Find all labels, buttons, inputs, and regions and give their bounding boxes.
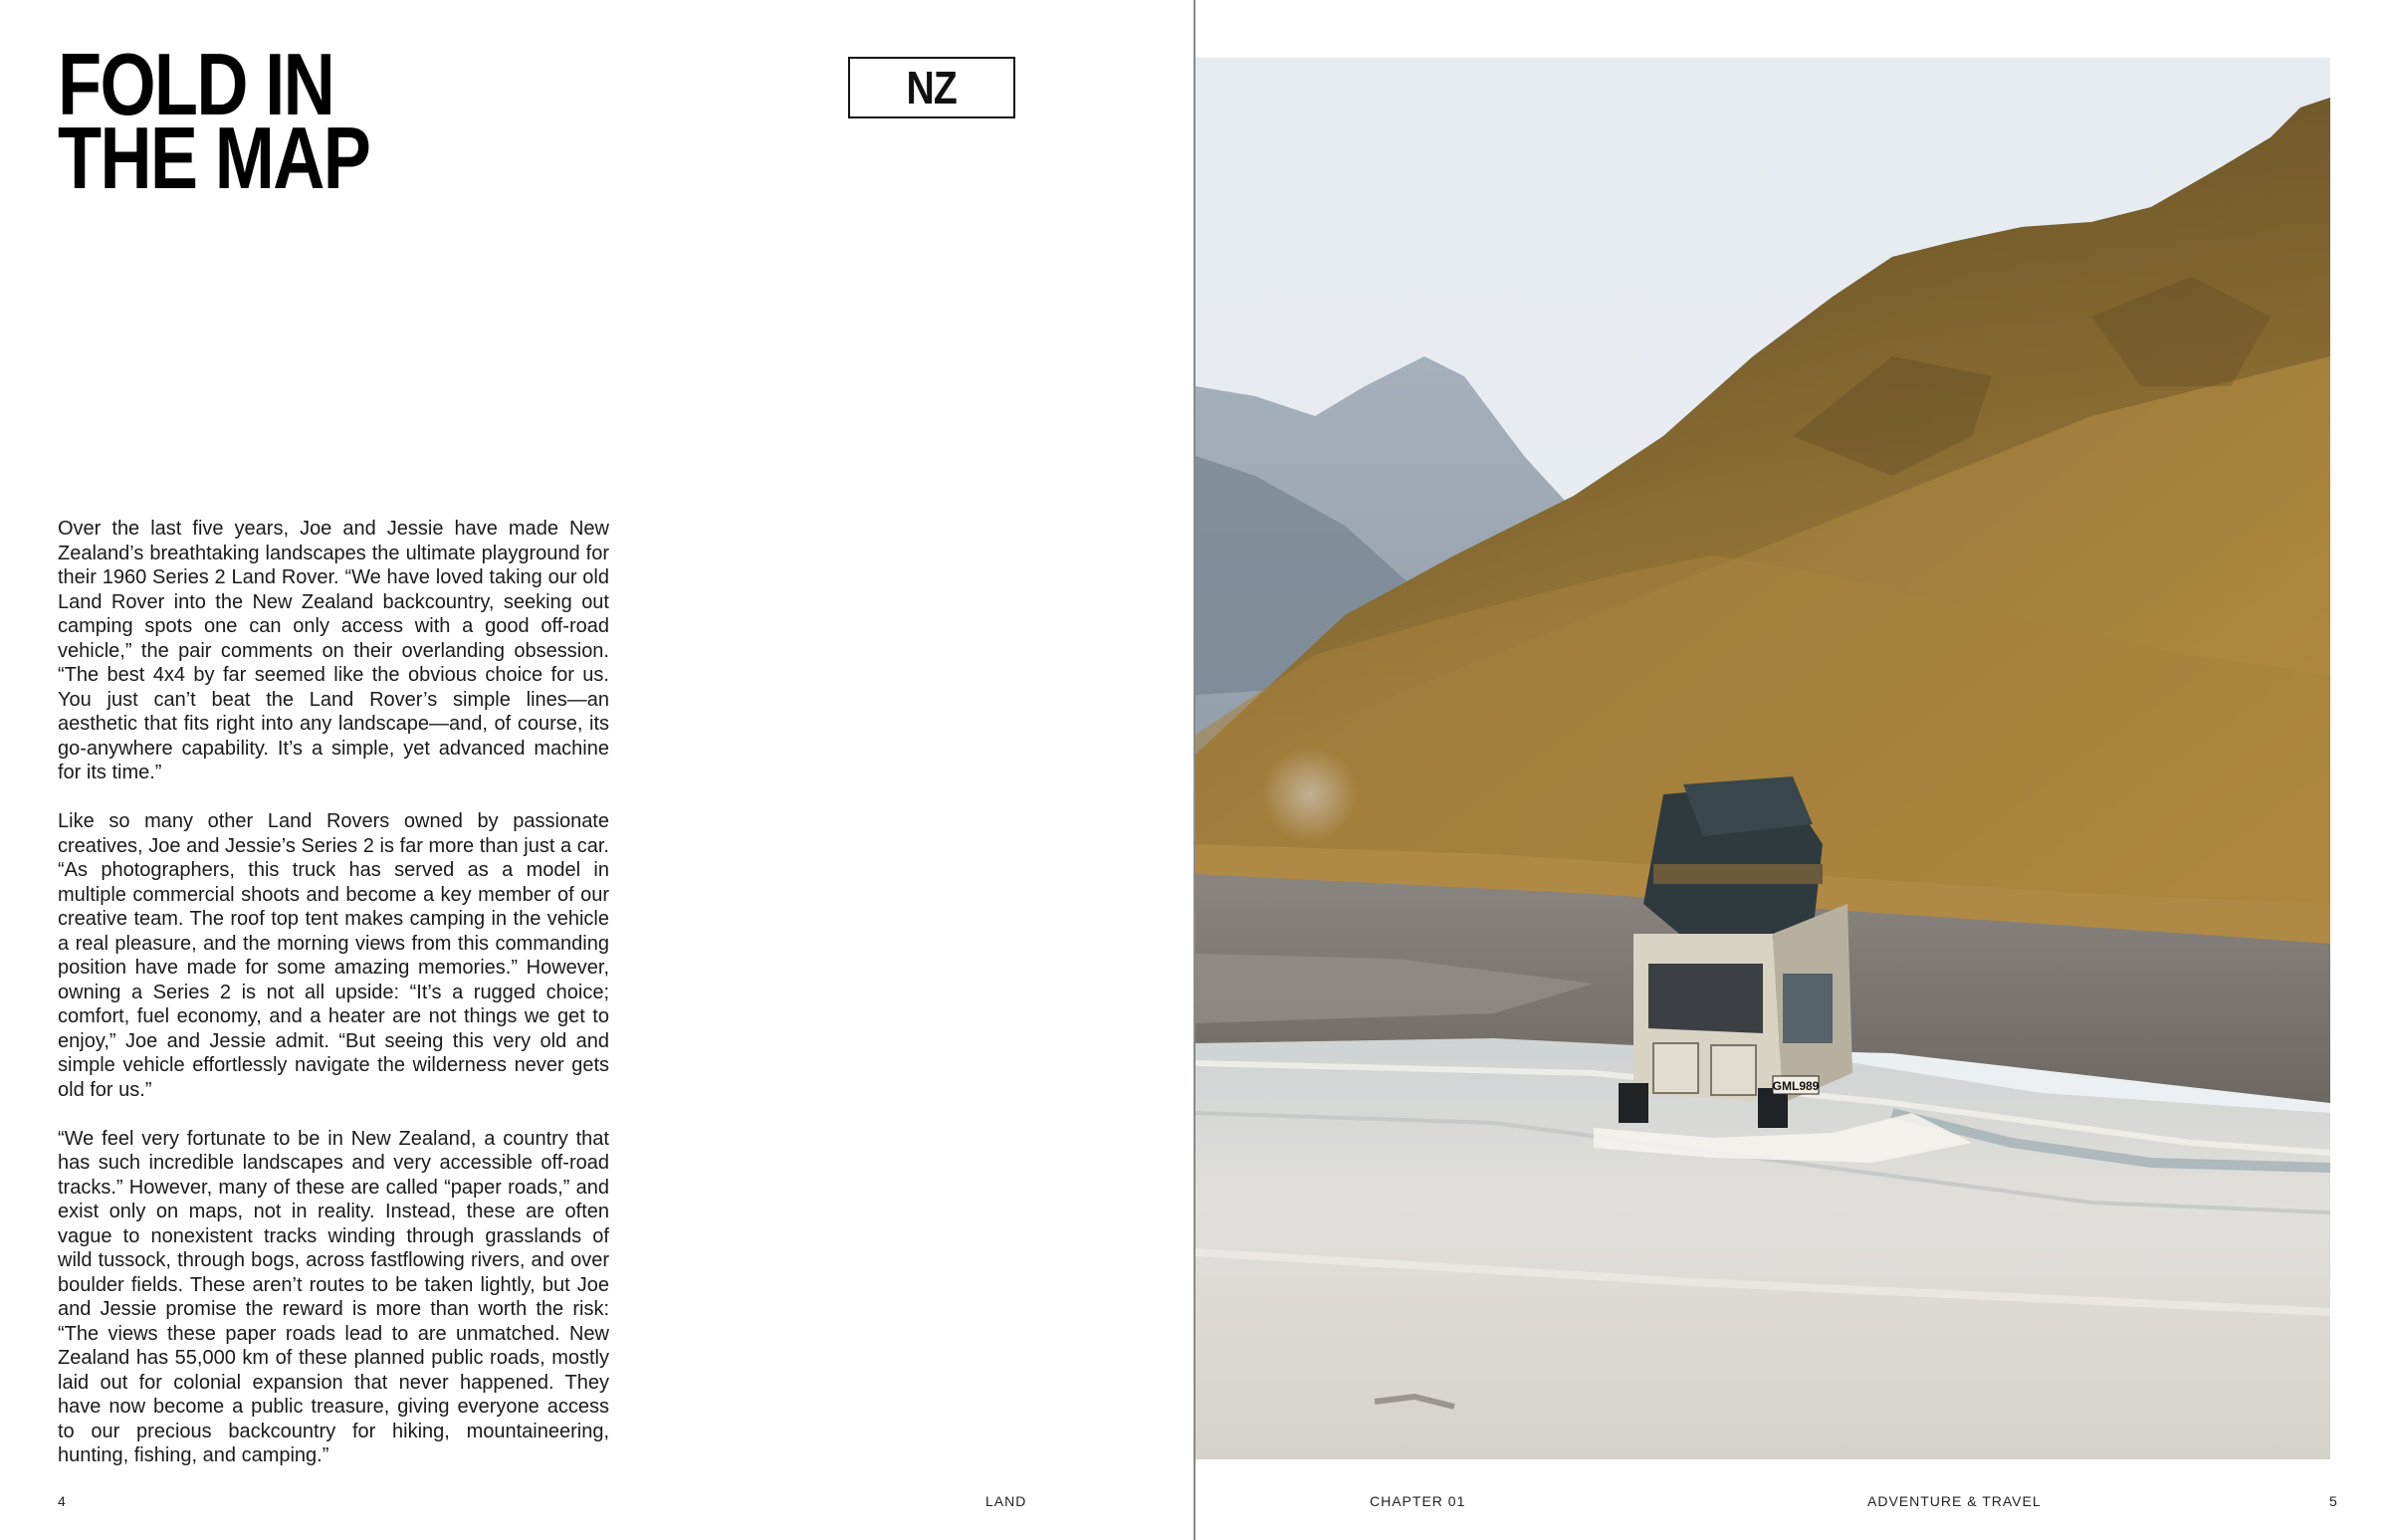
page-number-right: 5 (2329, 1493, 2338, 1509)
body-paragraph-1: Over the last five years, Joe and Jessie have made New Zealand’s breathtaking landscapes the ultimate playground for their 1960 Series 2 Land Rover. “We have loved taking our old Land Rover into the New Zealand backcountry, seeking out camping spots one can only access with a good off-road vehicle,” the pair comments on their overlanding obsession. “The best 4x4 by far seemed like the obvious choice for us. You just can’t beat the Land Rover’s simple lines—an aesthetic that fits right into any landscape—and, of course, its go-anywhere capability. It’s a simple, yet advanced machine for its time.” (58, 518, 609, 783)
region-tag-label: NZ (906, 62, 958, 113)
license-plate: GML989 (1772, 1079, 1820, 1093)
headline-line-1: FOLD IN (58, 35, 334, 133)
page-number-left: 4 (58, 1493, 67, 1509)
category-label: ADVENTURE & TRAVEL (1867, 1493, 2042, 1509)
body-paragraph-3: “We feel very fortunate to be in New Zealand, a country that has such incredible landscapes and very accessible off-road tracks.” However, many of these are called “paper roads,” and exist only on maps, not in reality. Instead, these are often vague to nonexistent tracks winding through grasslands of wild tussock, through bogs, across fastflowing rivers, and over boulder fields. These aren’t routes to be taken lightly, but Joe and Jessie promise the reward is more than worth the risk: “The views these paper roads lead to are unmatched. New Zealand has 55,000 km of these planned public roads, mostly laid out for colonial expansion that never happened. They have now become a public treasure, giving everyone access to our precious backcountry for hiking, mountaineering, hunting, fishing, and camping.” (58, 1127, 609, 1466)
article-headline (58, 35, 370, 207)
article-body (58, 517, 609, 1492)
chapter-label: CHAPTER 01 (1370, 1493, 1466, 1509)
region-tag (848, 57, 1015, 118)
land-rover-river-photo (1195, 58, 2330, 1459)
right-page (1195, 0, 2389, 1540)
photo-illustration (1195, 58, 2330, 1459)
headline-line-2: THE MAP (58, 109, 370, 207)
section-label: LAND (985, 1493, 1027, 1509)
left-page (0, 0, 1194, 1540)
body-paragraph-2: Like so many other Land Rovers owned by passionate creatives, Joe and Jessie’s Series 2 is far more than just a car. “As photographers, this truck has served as a model in multiple commercial shoots and become a key member of our creative team. The roof top tent makes camping in the vehicle a real pleasure, and the morning views from this commanding position have made for some amazing memories.” However, owning a Series 2 is not all upside: “It’s a rugged choice; comfort, fuel economy, and a heater are not things we get to enjoy,” Joe and Jessie admit. “But seeing this very old and simple vehicle effortlessly navigate the wilderness never gets old for us.” (58, 810, 609, 1101)
